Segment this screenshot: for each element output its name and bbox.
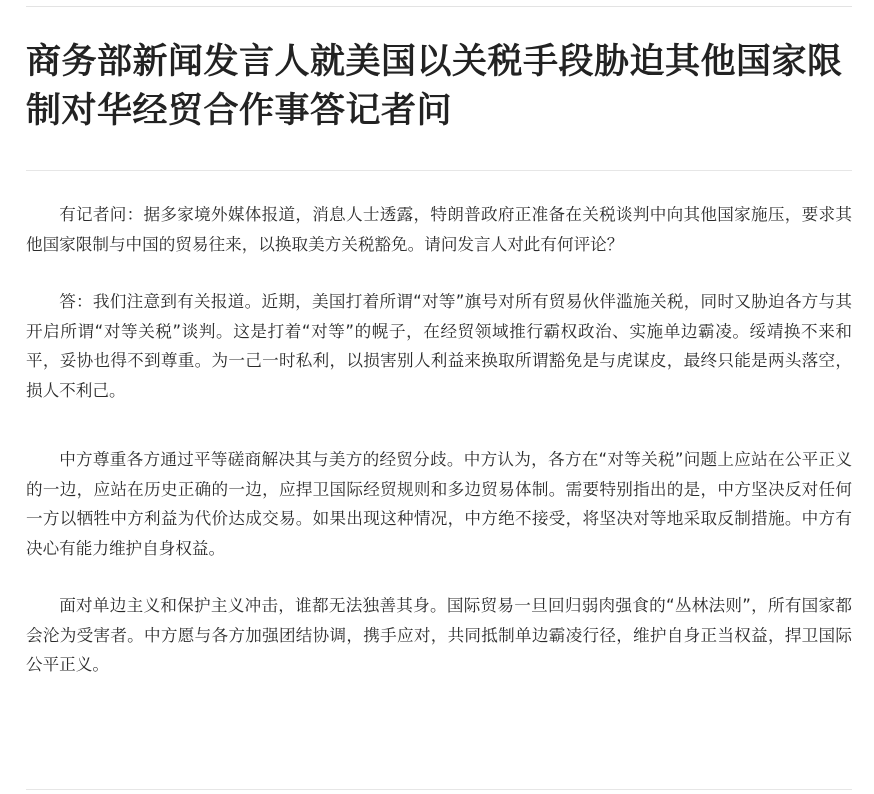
answer-paragraph-2: 中方尊重各方通过平等磋商解决其与美方的经贸分歧。中方认为，各方在“对等关税”问题上应站在公平正义的一边，应站在历史正确的一边，应捍卫国际经贸规则和多边贸易体制。需要特别指出的是，中方坚决反对任何一方以牺牲中方利益为代价达成交易。如果出现这种情况，中方绝不接受，将坚决对等地采取反制措施。中方有决心有能力维护自身权益。 — [26, 450, 852, 558]
bottom-divider — [26, 789, 852, 790]
answer-paragraph-3: 面对单边主义和保护主义冲击，谁都无法独善其身。国际贸易一旦回归弱肉强食的“丛林法则”，所有国家都会沦为受害者。中方愿与各方加强团结协调，携手应对，共同抵制单边霸凌行径，维护自身正当权益，捍卫国际公平正义。 — [26, 596, 852, 674]
question-paragraph: 有记者问：据多家境外媒体报道，消息人士透露，特朗普政府正准备在关税谈判中向其他国家施压，要求其他国家限制与中国的贸易往来，以换取美方关税豁免。请问发言人对此有何评论？ — [26, 205, 852, 254]
article-body — [26, 200, 852, 680]
top-divider — [26, 6, 852, 7]
title-divider — [26, 170, 852, 171]
article-title: 商务部新闻发言人就美国以关税手段胁迫其他国家限制对华经贸合作事答记者问 — [26, 42, 843, 131]
answer-paragraph-1: 答：我们注意到有关报道。近期，美国打着所谓“对等”旗号对所有贸易伙伴滥施关税，同时又胁迫各方与其开启所谓“对等关税”谈判。这是打着“对等”的幌子，在经贸领域推行霸权政治、实施单边霸凌。绥靖换不来和平，妥协也得不到尊重。为一己一时私利，以损害别人利益来换取所谓豁免是与虎谋皮，最终只能是两头落空，损人不利己。 — [26, 292, 852, 400]
article — [26, 38, 852, 708]
